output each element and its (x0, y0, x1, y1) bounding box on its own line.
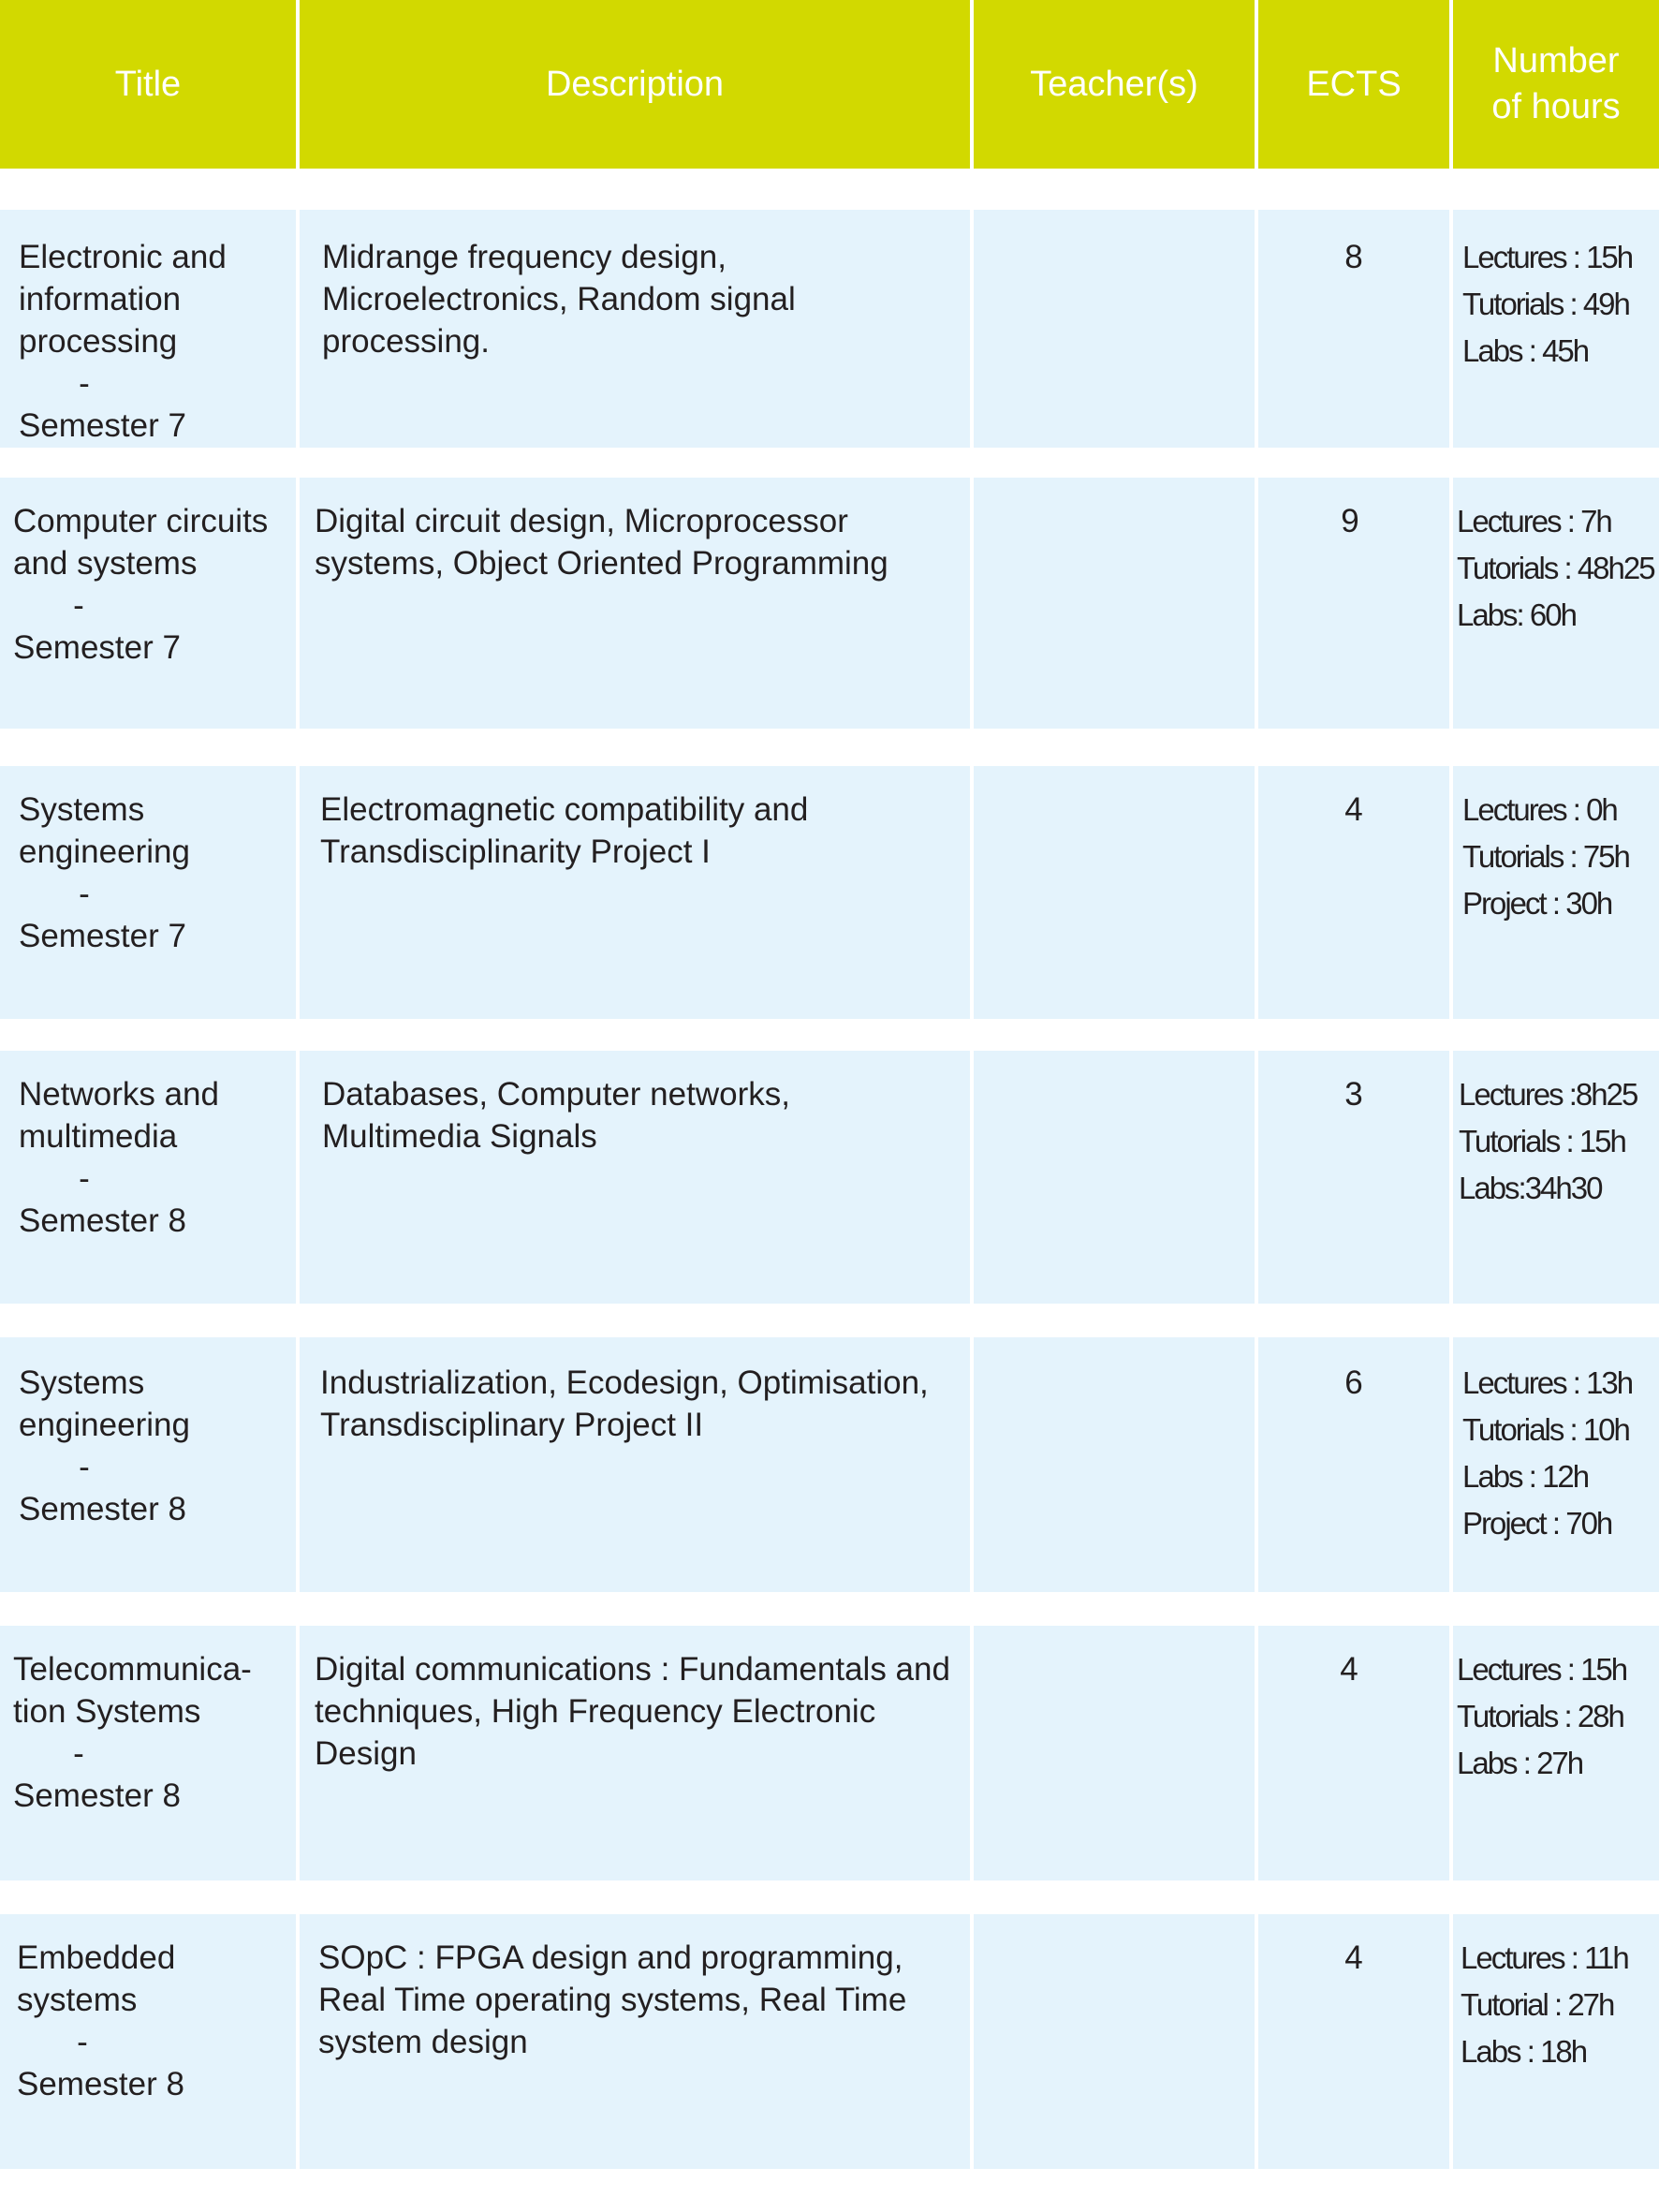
course-title (0, 1337, 296, 1530)
course-title-line: Computer circuits (13, 503, 269, 539)
row-4-ects-cell (1258, 1051, 1449, 1304)
row-7-teachers-cell (974, 1914, 1255, 2169)
course-title-line: Networks and (19, 1076, 219, 1113)
hours-line: Tutorials : 49h (1462, 287, 1629, 321)
course-hours (1453, 1914, 1659, 2075)
hours-line: Tutorials : 15h (1459, 1124, 1625, 1158)
row-1-teachers-cell (974, 210, 1255, 448)
hours-line: Project : 30h (1462, 886, 1612, 921)
course-title-line: processing (19, 323, 178, 360)
course-title-line: Systems (19, 1364, 145, 1401)
row-2-title-cell (0, 478, 296, 729)
course-title (0, 1626, 296, 1817)
row-5-hours-cell (1453, 1337, 1659, 1592)
course-title-line: Embedded (17, 1939, 176, 1976)
hours-line: Lectures : 15h (1462, 240, 1633, 274)
course-title (0, 1914, 296, 2105)
row-6-description-cell (300, 1626, 970, 1880)
row-4-title-cell (0, 1051, 296, 1304)
row-2-ects-cell (1258, 478, 1449, 729)
row-2-description-cell (300, 478, 970, 729)
header-hours (1453, 0, 1659, 169)
row-6-ects-cell (1258, 1626, 1449, 1880)
course-ects: 4 (1340, 1651, 1358, 1688)
hours-line: Lectures : 11h (1461, 1940, 1628, 1975)
course-semester: Semester 8 (17, 2066, 184, 2102)
row-1-title-cell (0, 210, 296, 448)
course-description: SOpC : FPGA design and programming, Real Time operating systems, Real Time system design (318, 1939, 907, 2060)
course-title (0, 210, 296, 447)
course-hours (1453, 1051, 1659, 1212)
course-title-line: engineering (19, 1407, 190, 1443)
hours-line: Project : 70h (1462, 1506, 1612, 1541)
row-6-teachers-cell (974, 1626, 1255, 1880)
course-title-line: information (19, 281, 182, 317)
hours-line: Lectures : 7h (1457, 504, 1611, 538)
course-title-line: systems (17, 1982, 138, 2018)
row-1-ects-cell (1258, 210, 1449, 448)
course-ects: 8 (1344, 239, 1363, 275)
course-semester: Semester 8 (19, 1202, 186, 1239)
course-semester: Semester 8 (19, 1491, 186, 1527)
course-ects: 6 (1344, 1364, 1363, 1401)
hours-line: Lectures : 13h (1462, 1365, 1633, 1400)
hours-line: Tutorials : 75h (1462, 839, 1629, 874)
hours-line: Labs : 27h (1457, 1746, 1583, 1780)
hours-line: Labs:34h30 (1459, 1171, 1602, 1205)
title-separator: - (73, 1735, 84, 1772)
course-title (0, 478, 296, 669)
hours-line: Lectures :8h25 (1459, 1077, 1637, 1112)
course-title-line: tion Systems (13, 1693, 201, 1730)
course-description: Digital communications : Fundamentals and techniques, High Frequency Electronic Design (315, 1651, 950, 1772)
hours-line: Labs : 45h (1462, 333, 1589, 368)
header-hours-line2: of hours (1491, 87, 1621, 126)
row-2-teachers-cell (974, 478, 1255, 729)
row-7-hours-cell (1453, 1914, 1659, 2169)
title-separator: - (79, 1160, 90, 1197)
row-3-hours-cell (1453, 766, 1659, 1019)
course-description: Industrialization, Ecodesign, Optimisation, Transdisciplinary Project II (320, 1364, 929, 1443)
hours-line: Labs : 12h (1462, 1459, 1589, 1494)
course-semester: Semester 7 (19, 407, 186, 444)
row-6-hours-cell (1453, 1626, 1659, 1880)
row-4-hours-cell (1453, 1051, 1659, 1304)
course-ects: 4 (1344, 791, 1363, 828)
hours-line: Labs : 18h (1461, 2034, 1587, 2069)
hours-line: Tutorials : 10h (1462, 1412, 1629, 1447)
course-title-line: Electronic and (19, 239, 227, 275)
course-semester: Semester 7 (19, 918, 186, 954)
hours-line: Lectures : 0h (1462, 792, 1617, 827)
row-7-description-cell (300, 1914, 970, 2169)
course-title-line: Telecommunica- (13, 1651, 252, 1688)
row-4-description-cell (300, 1051, 970, 1304)
header-description: Description (300, 0, 970, 169)
row-3-ects-cell (1258, 766, 1449, 1019)
header-ects: ECTS (1258, 0, 1449, 169)
row-5-description-cell (300, 1337, 970, 1592)
course-title (0, 1051, 296, 1242)
row-4-teachers-cell (974, 1051, 1255, 1304)
hours-line: Tutorial : 27h (1461, 1987, 1614, 2022)
title-separator: - (77, 2024, 88, 2060)
row-3-teachers-cell (974, 766, 1255, 1019)
course-ects: 9 (1341, 503, 1359, 539)
course-semester: Semester 8 (13, 1777, 181, 1814)
hours-line: Labs: 60h (1457, 597, 1576, 632)
header-hours-line1: Number (1492, 41, 1620, 81)
row-1-hours-cell (1453, 210, 1659, 448)
row-3-description-cell (300, 766, 970, 1019)
title-separator: - (79, 365, 90, 402)
course-ects: 4 (1344, 1939, 1363, 1976)
row-2-hours-cell (1453, 478, 1659, 729)
course-title-line: engineering (19, 833, 190, 870)
course-hours (1453, 1626, 1659, 1787)
course-title-line: and systems (13, 545, 198, 582)
row-5-ects-cell (1258, 1337, 1449, 1592)
course-description: Databases, Computer networks, Multimedia Signals (322, 1076, 790, 1155)
course-title (0, 766, 296, 957)
course-hours (1453, 766, 1659, 927)
course-semester: Semester 7 (13, 629, 181, 666)
course-hours (1453, 210, 1659, 375)
row-5-teachers-cell (974, 1337, 1255, 1592)
course-description: Electromagnetic compatibility and Transdisciplinarity Project I (320, 791, 809, 870)
row-7-ects-cell (1258, 1914, 1449, 2169)
course-title-line: multimedia (19, 1118, 178, 1155)
header-teachers: Teacher(s) (974, 0, 1255, 169)
course-hours (1453, 478, 1659, 639)
course-title-line: Systems (19, 791, 145, 828)
row-6-title-cell (0, 1626, 296, 1880)
header-title: Title (0, 0, 296, 169)
row-5-title-cell (0, 1337, 296, 1592)
row-3-title-cell (0, 766, 296, 1019)
title-separator: - (79, 1449, 90, 1485)
row-7-title-cell (0, 1914, 296, 2169)
course-ects: 3 (1344, 1076, 1363, 1113)
hours-line: Tutorials : 28h (1457, 1699, 1623, 1733)
hours-line: Lectures : 15h (1457, 1652, 1627, 1687)
hours-line: Tutorials : 48h25 (1457, 551, 1654, 585)
row-1-description-cell (300, 210, 970, 448)
title-separator: - (79, 876, 90, 912)
course-description: Midrange frequency design, Microelectronics, Random signal processing. (322, 239, 796, 360)
course-hours (1453, 1337, 1659, 1547)
title-separator: - (73, 587, 84, 624)
course-description: Digital circuit design, Microprocessor systems, Object Oriented Programming (315, 503, 888, 582)
